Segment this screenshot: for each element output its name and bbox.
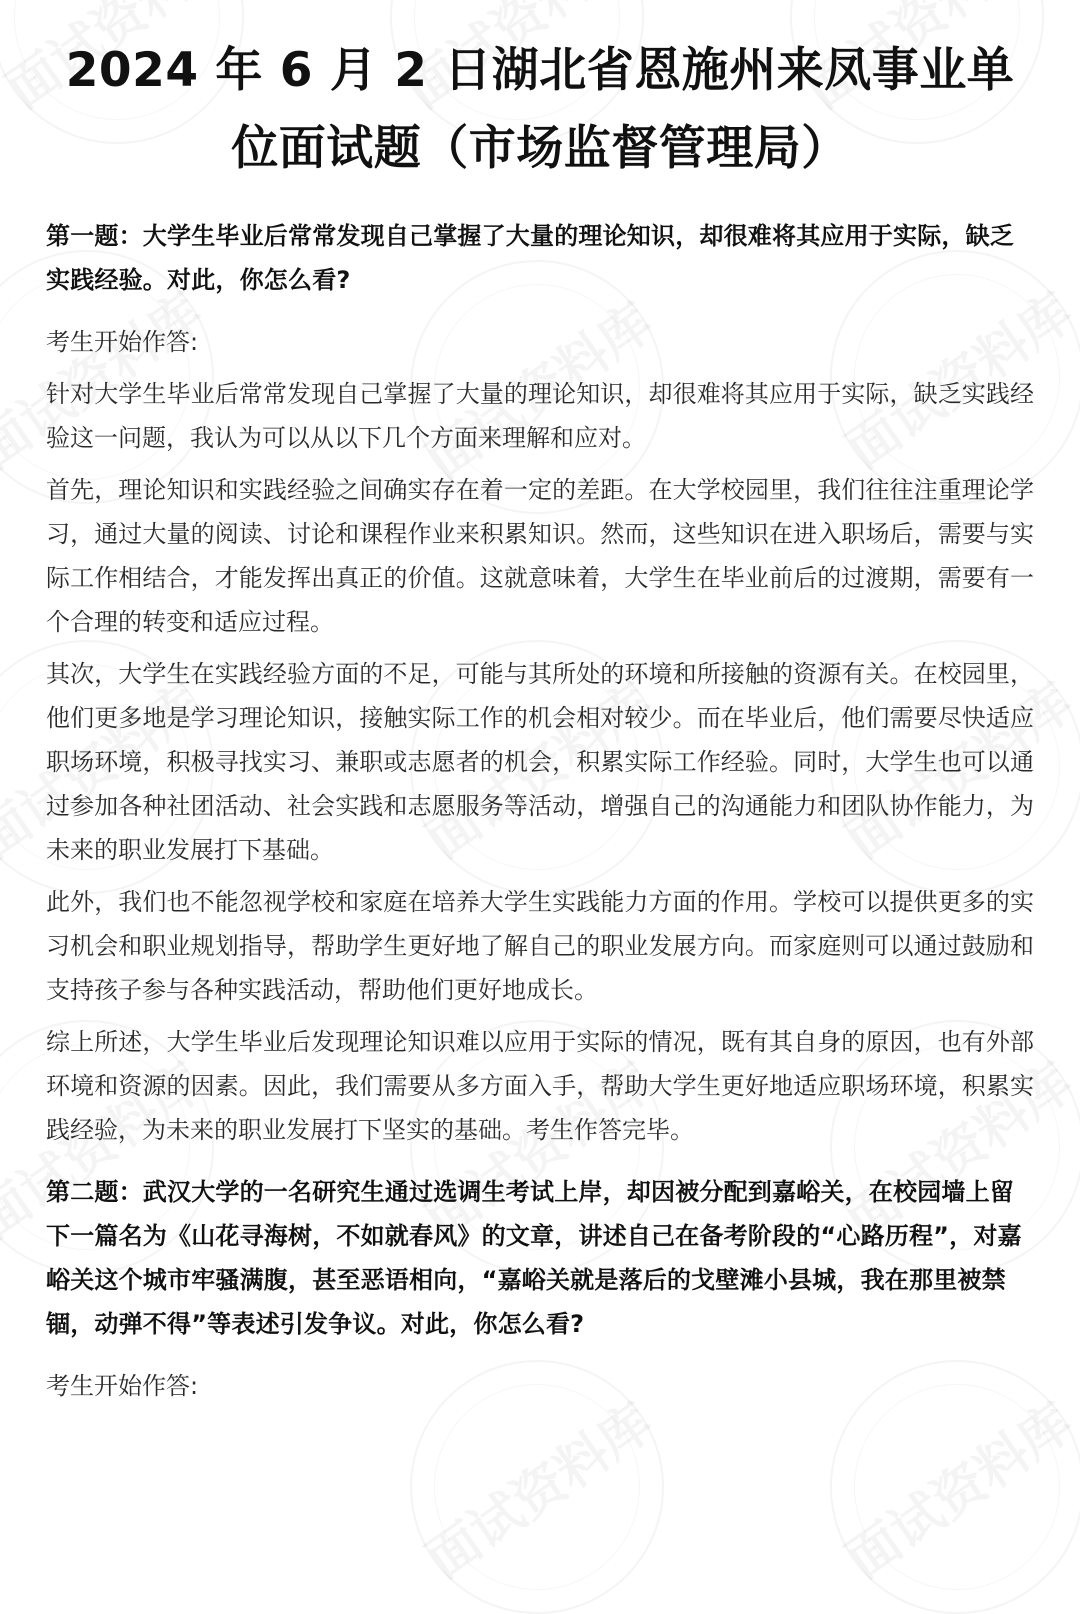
answer-1-paragraph: 综上所述，大学生毕业后发现理论知识难以应用于实际的情况，既有其自身的原因，也有外部环境和资源的因素。因此，我们需要从多方面入手，帮助大学生更好地适应职场环境，积累实践经验，为未来的职业发展打下坚实的基础。考生作答完毕。	[46, 1028, 1034, 1144]
answer-1-paragraph: 此外，我们也不能忽视学校和家庭在培养大学生实践能力方面的作用。学校可以提供更多的实习机会和职业规划指导，帮助学生更好地了解自己的职业发展方向。而家庭则可以通过鼓励和支持孩子参与各种实践活动，帮助他们更好地成长。	[46, 888, 1034, 1004]
answer-1-paragraph: 针对大学生毕业后常常发现自己掌握了大量的理论知识，却很难将其应用于实际，缺乏实践经验这一问题，我认为可以从以下几个方面来理解和应对。	[46, 380, 1034, 452]
question-1: 第一题：大学生毕业后常常发现自己掌握了大量的理论知识，却很难将其应用于实际，缺乏实践经验。对此，你怎么看?	[46, 222, 1014, 294]
answer-1-label: 考生开始作答:	[46, 328, 199, 356]
answer-1-paragraph: 首先，理论知识和实践经验之间确实存在着一定的差距。在大学校园里，我们往往注重理论学习，通过大量的阅读、讨论和课程作业来积累知识。然而，这些知识在进入职场后，需要与实际工作相结合，才能发挥出真正的价值。这就意味着，大学生在毕业前后的过渡期，需要有一个合理的转变和适应过程。	[46, 476, 1034, 636]
page-title: 2024 年 6 月 2 日湖北省恩施州来凤事业单位面试题（市场监督管理局）	[65, 43, 1015, 176]
answer-2-label: 考生开始作答:	[46, 1372, 199, 1400]
question-2: 第二题：武汉大学的一名研究生通过选调生考试上岸，却因被分配到嘉峪关，在校园墙上留下一篇名为《山花寻海树，不如就春风》的文章，讲述自己在备考阶段的“心路历程”，对嘉峪关这个城市牢骚满腹，甚至恶语相向，“嘉峪关就是落后的戈壁滩小县城，我在那里被禁锢，动弹不得”等表述引发争议。对此，你怎么看?	[46, 1178, 1022, 1338]
answer-1-paragraph: 其次，大学生在实践经验方面的不足，可能与其所处的环境和所接触的资源有关。在校园里，他们更多地是学习理论知识，接触实际工作的机会相对较少。而在毕业后，他们需要尽快适应职场环境，积极寻找实习、兼职或志愿者的机会，积累实际工作经验。同时，大学生也可以通过参加各种社团活动、社会实践和志愿服务等活动，增强自己的沟通能力和团队协作能力，为未来的职业发展打下基础。	[46, 660, 1034, 864]
